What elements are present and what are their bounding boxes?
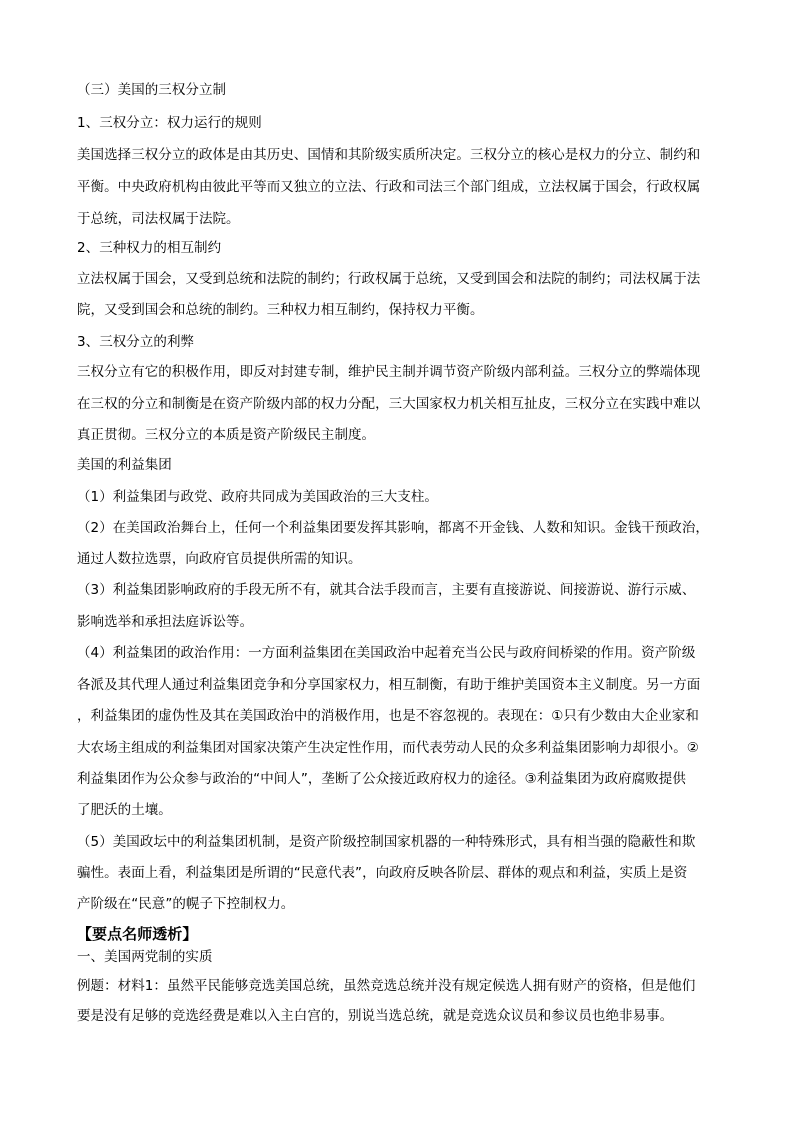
subheading: 一、美国两党制的实质 [77, 949, 213, 965]
list-item: 利益集团作为公众参与政治的“中间人”，垄断了公众接近政府权力的途径。③利益集团为政府腐败提供 [77, 771, 686, 787]
subheading: 美国的利益集团 [77, 457, 172, 473]
subheading: 3、三权分立的利弊 [77, 334, 195, 350]
list-item: 各派及其代理人通过利益集团竞争和分享国家权力，相互制衡，有助于维护美国资本主义制度。另一方面 [77, 677, 701, 693]
paragraph-line: 在三权的分立和制衡是在资产阶级内部的权力分配，三大国家权力机关相互扯皮，三权分立在实践中难以 [77, 396, 701, 412]
list-item: ，利益集团的虚伪性及其在美国政治中的消极作用，也是不容忽视的。表现在：①只有少数由大企业家和 [77, 708, 699, 724]
list-item: 大农场主组成的利益集团对国家决策产生决定性作用，而代表劳动人民的众多利益集团影响力却很小。② [77, 740, 699, 756]
paragraph-line: 真正贯彻。三权分立的本质是资产阶级民主制度。 [77, 427, 376, 443]
paragraph-line: 于总统，司法权属于法院。 [77, 211, 240, 227]
list-item: （4）利益集团的政治作用：一方面利益集团在美国政治中起着充当公民与政府间桥梁的作用。资产阶级 [77, 645, 696, 661]
paragraph-line: 平衡。中央政府机构由彼此平等而又独立的立法、行政和司法三个部门组成，立法权属于国会，行政权属 [77, 179, 701, 195]
key-points-heading: 【要点名师透析】 [77, 925, 198, 943]
list-item: 影响选举和承担法庭诉讼等。 [77, 614, 254, 630]
list-item: 骗性。表面上看，利益集团是所谓的“民意代表”，向政府反映各阶层、群体的观点和利益，实质上是资 [77, 865, 688, 881]
list-item: （5）美国政坛中的利益集团机制，是资产阶级控制国家机器的一种特殊形式，具有相当强的隐蔽性和欺 [77, 834, 696, 850]
paragraph-line: 立法权属于国会，又受到总统和法院的制约；行政权属于总统，又受到国会和法院的制约；司法权属于法 [77, 271, 701, 287]
list-item: 了肥沃的土壤。 [77, 802, 172, 818]
list-item: 产阶级在“民意”的幌子下控制权力。 [77, 896, 295, 912]
list-item: （1）利益集团与政党、政府共同成为美国政治的三大支柱。 [77, 489, 438, 505]
paragraph-line: 例题：材料1：虽然平民能够竞选美国总统，虽然竞选总统并没有规定候选人拥有财产的资格，但是他们 [77, 978, 696, 994]
paragraph-line: 院，又受到国会和总统的制约。三种权力相互制约，保持权力平衡。 [77, 302, 484, 318]
paragraph-line: 要是没有足够的竞选经费是难以入主白宫的，别说当选总统，就是竞选众议员和参议员也绝非易事。 [77, 1008, 674, 1024]
list-item: 通过人数拉选票，向政府官员提供所需的知识。 [77, 551, 362, 567]
list-item: （3）利益集团影响政府的手段无所不有，就其合法手段而言，主要有直接游说、间接游说、游行示威、 [77, 582, 696, 598]
section-heading: （三）美国的三权分立制 [77, 82, 227, 98]
paragraph-line: 美国选择三权分立的政体是由其历史、国情和其阶级实质所决定。三权分立的核心是权力的分立、制约和 [77, 147, 701, 163]
paragraph-line: 三权分立有它的积极作用，即反对封建专制，维护民主制并调节资产阶级内部利益。三权分立的弊端体现 [77, 364, 701, 380]
subheading: 1、三权分立：权力运行的规则 [77, 115, 262, 131]
subheading: 2、三种权力的相互制约 [77, 240, 222, 256]
list-item: （2）在美国政治舞台上，任何一个利益集团要发挥其影响，都离不开金钱、人数和知识。金钱干预政治， [77, 520, 709, 536]
